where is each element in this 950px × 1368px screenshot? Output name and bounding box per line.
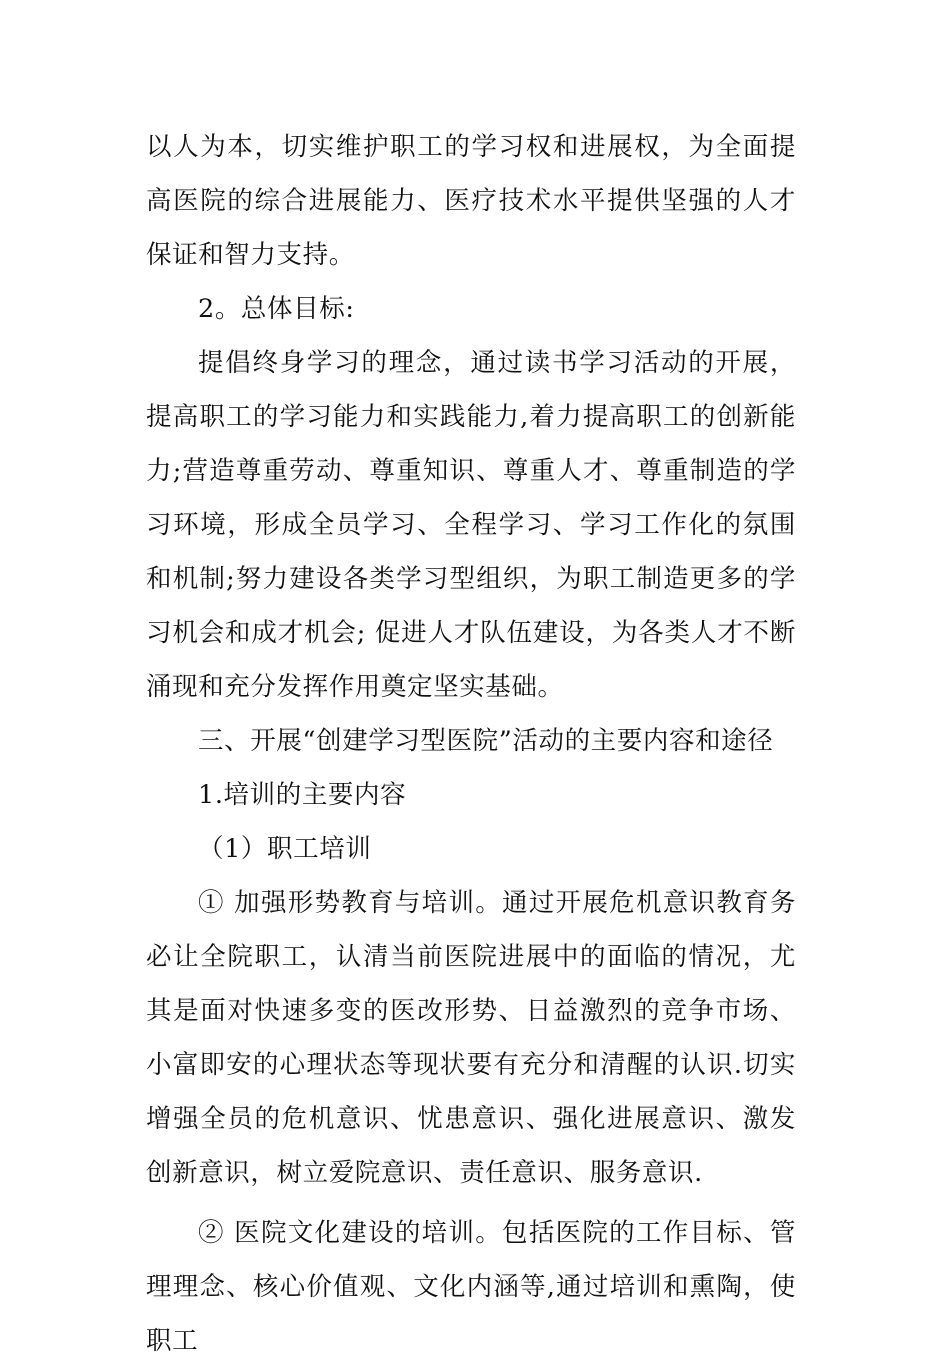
paragraph-situation-training: ① 加强形势教育与培训。通过开展危机意识教育务必让全院职工，认清当前医院进展中的面临的情况，尤其是面对快速多变的医改形势、日益激烈的竞争市场、小富即安的心理状态等现状要有充分和清醒的认识.切实增强全员的危机意识、忧患意识、强化进展意识、激发创新意识，树立爱院意识、责任意识、服务意识. (146, 888, 796, 1188)
paragraph-mission-continuation: 以人为本，切实维护职工的学习权和进展权，为全面提高医院的综合进展能力、医疗技术水平提供坚强的人才保证和智力支持。 (146, 132, 796, 270)
heading-training-content: 1.培训的主要内容 (198, 780, 407, 810)
paragraph-culture-training: ② 医院文化建设的培训。包括医院的工作目标、管理理念、核心价值观、文化内涵等,通过培训和熏陶，使职工 (146, 1218, 796, 1356)
heading-overall-goal: 2。总体目标: (198, 294, 355, 324)
heading-section-three: 三、开展“创建学习型医院”活动的主要内容和途径 (198, 726, 774, 756)
heading-staff-training: （1）职工培训 (198, 834, 372, 864)
paragraph-overall-goal: 提倡终身学习的理念，通过读书学习活动的开展，提高职工的学习能力和实践能力,着力提高职工的创新能力;营造尊重劳动、尊重知识、尊重人才、尊重制造的学习环境，形成全员学习、全程学习、学习工作化的氛围和机制;努力建设各类学习型组织，为职工制造更多的学习机会和成才机会; 促进人才队伍建设，为各类人才不断涌现和充分发挥作用奠定坚实基础。 (146, 348, 796, 702)
document-page (146, 120, 796, 1368)
